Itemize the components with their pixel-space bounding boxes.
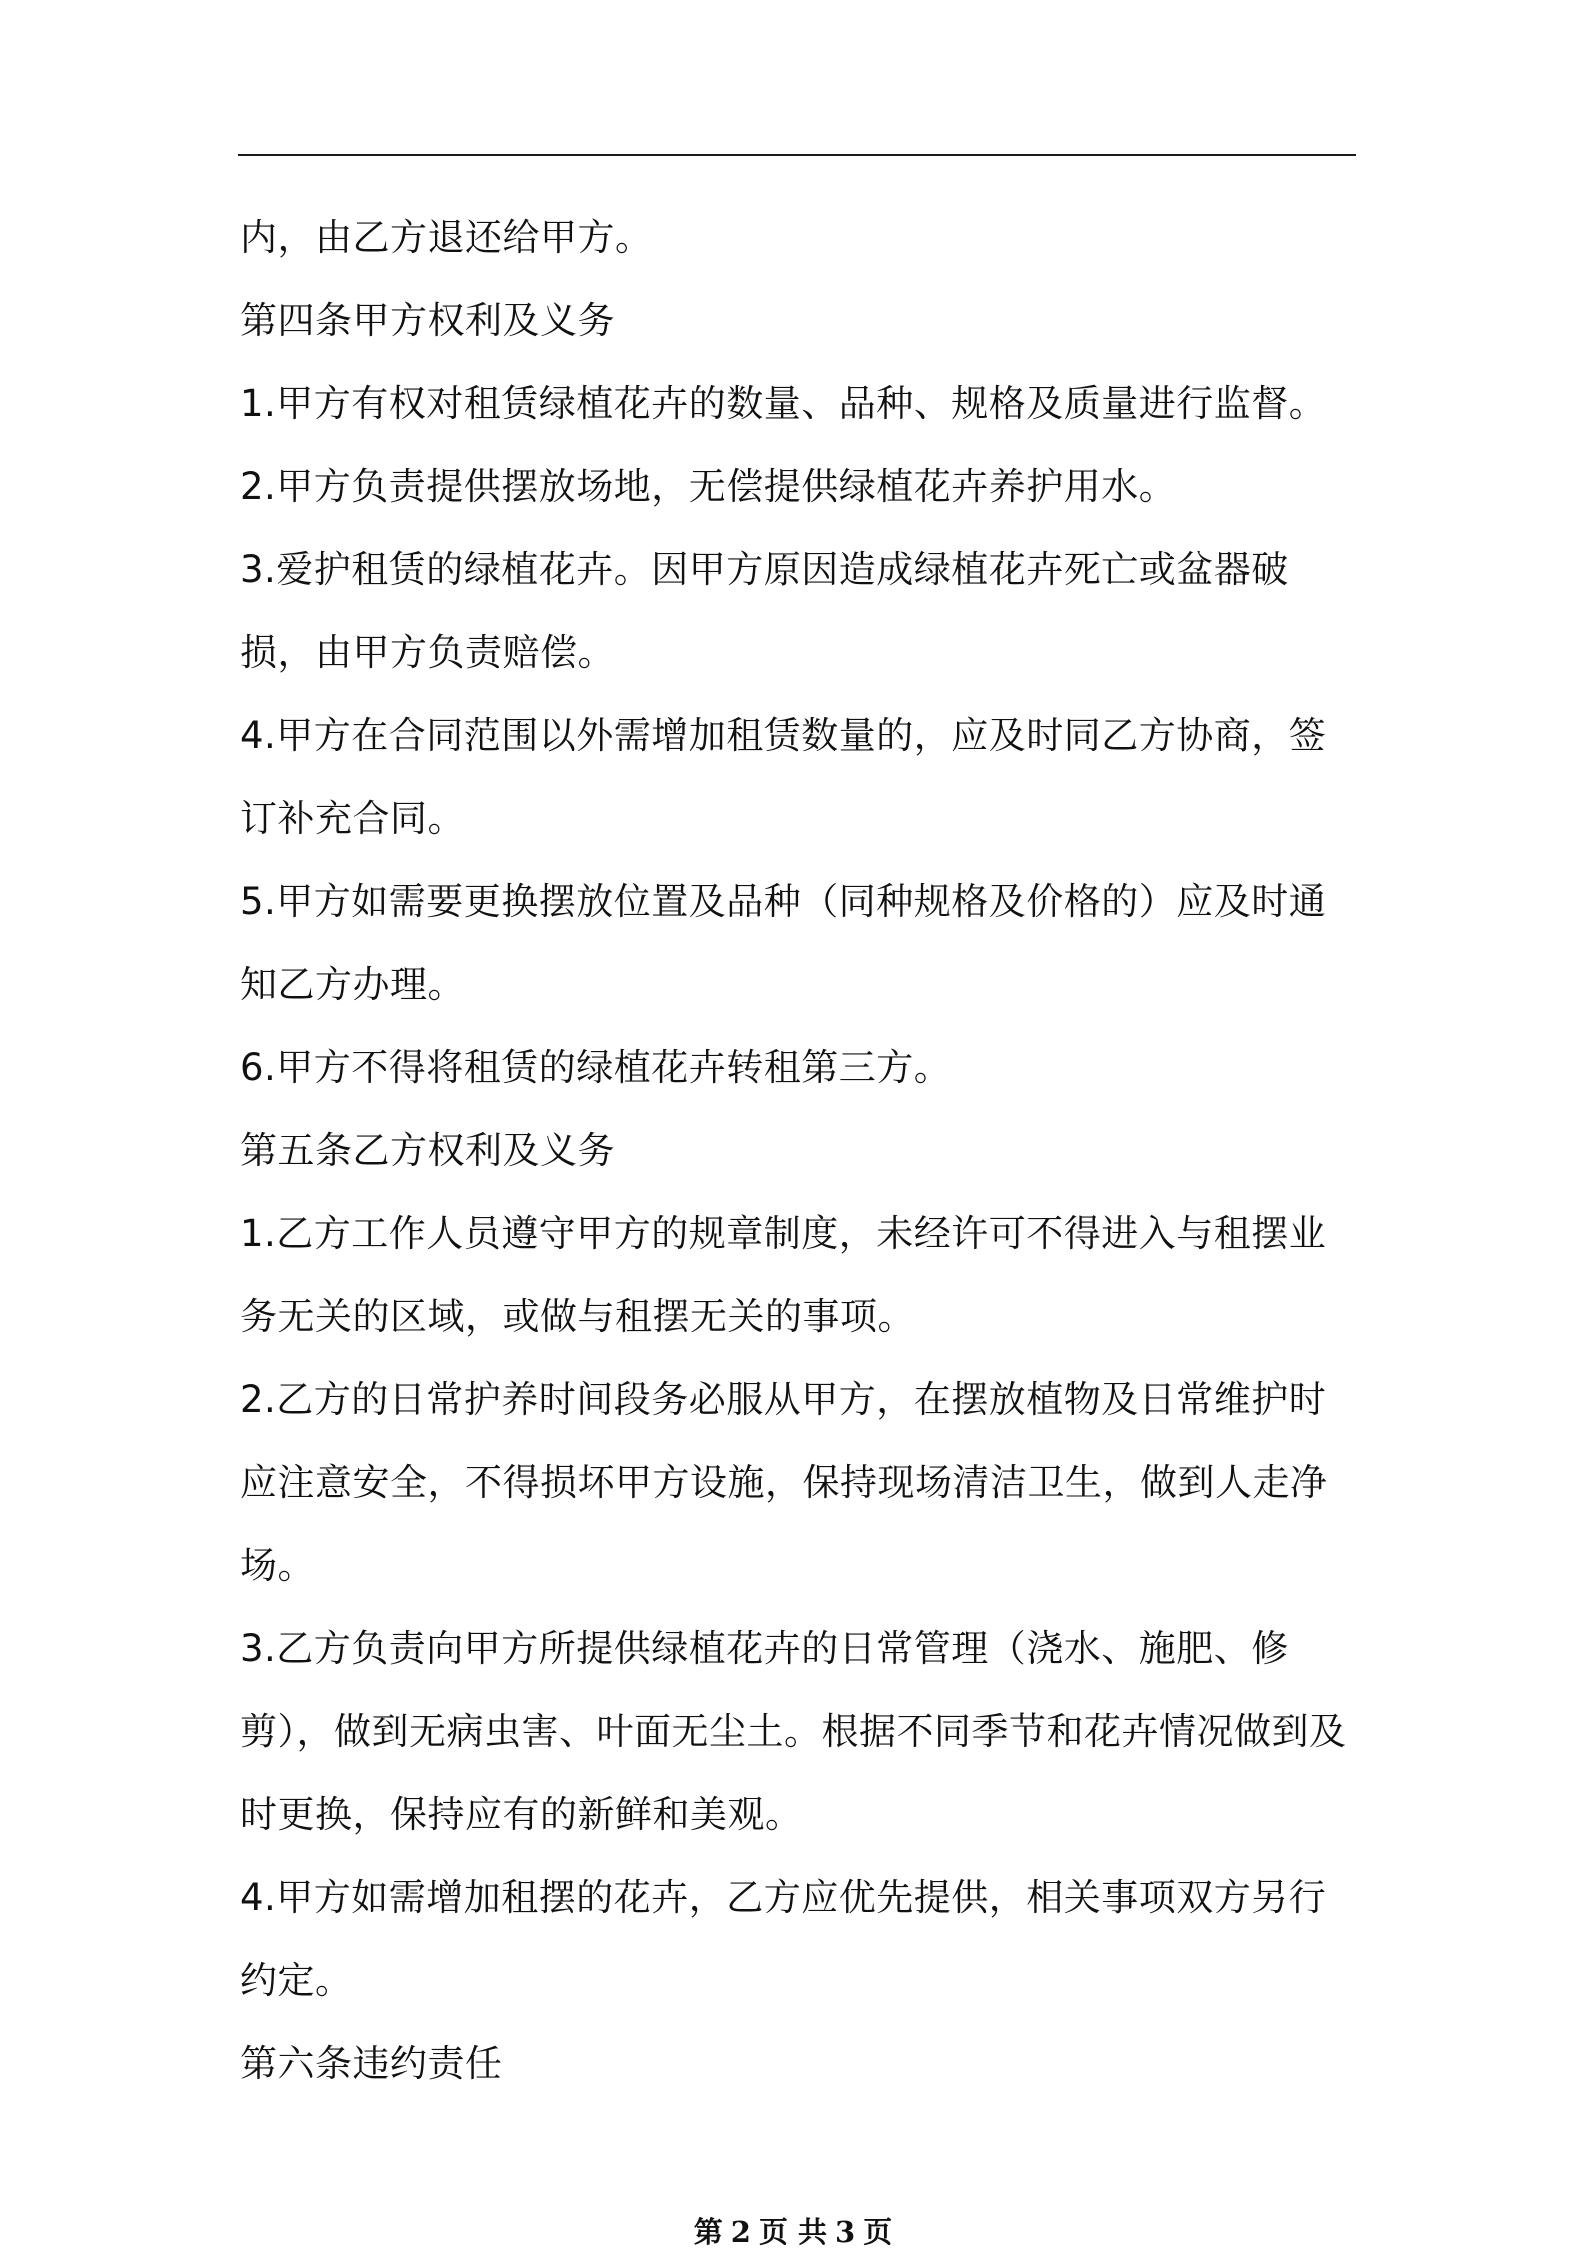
section-heading-article-6: 第六条违约责任 (240, 2042, 503, 2085)
page-footer (0, 2210, 1586, 2251)
clause-4-4: 4.甲方在合同范围以外需增加租赁数量的，应及时同乙方协商，签订补充合同。 (240, 714, 1327, 840)
clause-4-1: 1.甲方有权对租赁绿植花卉的数量、品种、规格及质量进行监督。 (240, 382, 1327, 425)
clause-5-1: 1.乙方工作人员遵守甲方的规章制度，未经许可不得进入与租摆业务无关的区域，或做与租摆无关的事项。 (240, 1212, 1327, 1338)
clause-4-5: 5.甲方如需要更换摆放位置及品种（同种规格及价格的）应及时通知乙方办理。 (240, 880, 1327, 1006)
clause-5-3: 3.乙方负责向甲方所提供绿植花卉的日常管理（浇水、施肥、修剪），做到无病虫害、叶面无尘土。根据不同季节和花卉情况做到及时更换，保持应有的新鲜和美观。 (240, 1627, 1347, 1836)
clause-4-3: 3.爱护租赁的绿植花卉。因甲方原因造成绿植花卉死亡或盆器破损，由甲方负责赔偿。 (240, 548, 1289, 674)
section-heading-article-4: 第四条甲方权利及义务 (240, 299, 615, 342)
header-rule (238, 154, 1356, 156)
footer-middle: 页 共 (758, 2215, 828, 2249)
total-pages-number: 3 (835, 2215, 856, 2249)
current-page-number: 2 (730, 2215, 751, 2249)
paragraph-continuation: 内，由乙方退还给甲方。 (240, 216, 653, 259)
document-body (240, 196, 1356, 2105)
footer-suffix: 页 (863, 2215, 893, 2249)
clause-4-2: 2.甲方负责提供摆放场地，无偿提供绿植花卉养护用水。 (240, 465, 1177, 508)
clause-5-4: 4.甲方如需增加租摆的花卉，乙方应优先提供，相关事项双方另行约定。 (240, 1876, 1327, 2002)
clause-5-2: 2.乙方的日常护养时间段务必服从甲方，在摆放植物及日常维护时应注意安全，不得损坏甲方设施，保持现场清洁卫生，做到人走净场。 (240, 1378, 1328, 1587)
footer-prefix: 第 (693, 2215, 723, 2249)
section-heading-article-5: 第五条乙方权利及义务 (240, 1129, 615, 1172)
clause-4-6: 6.甲方不得将租赁的绿植花卉转租第三方。 (240, 1046, 952, 1089)
